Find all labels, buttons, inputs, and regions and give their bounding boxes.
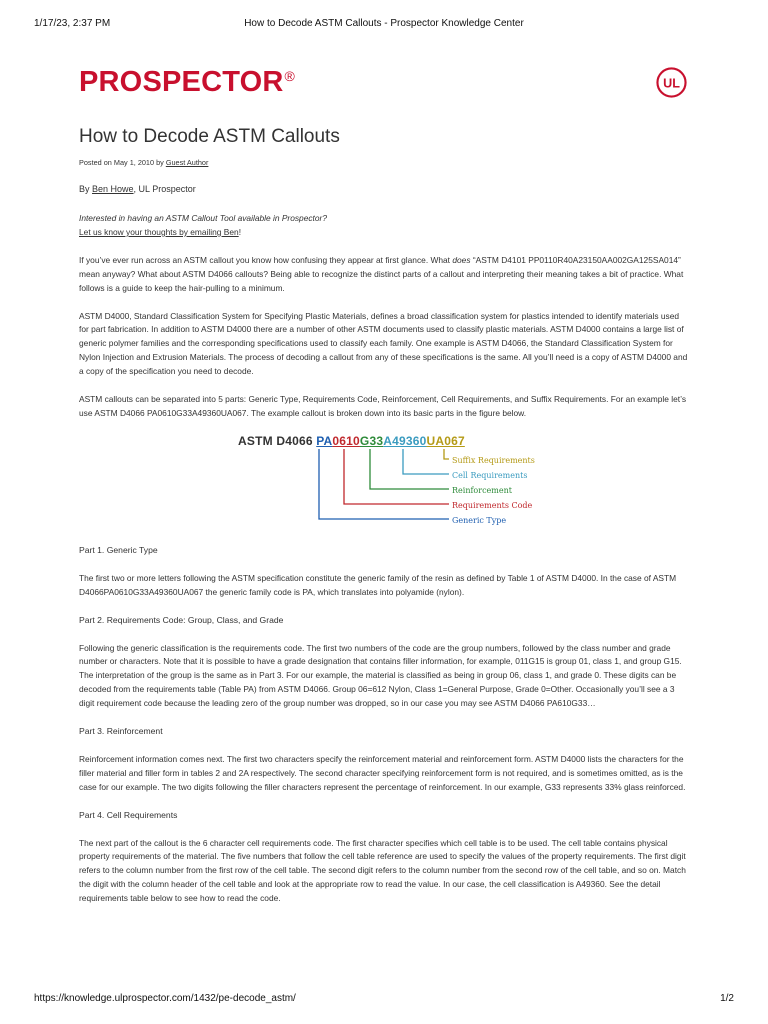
- author-link[interactable]: Ben Howe: [92, 184, 134, 194]
- ul-logo-icon: [656, 67, 687, 98]
- byline-prefix: By: [79, 184, 93, 194]
- callout-tool-invite: [79, 212, 689, 240]
- invite-question: Interested in having an ASTM Callout Tool available in Prospector?: [79, 213, 327, 223]
- callout-breakdown-figure: [236, 435, 536, 530]
- segment-suffix-requirements: UA067: [426, 433, 465, 448]
- label-cell-requirements: Cell Requirements: [452, 470, 528, 480]
- segment-cell-requirements: A49360: [383, 433, 427, 448]
- email-ben-link[interactable]: Let us know your thoughts by emailing Ben: [79, 226, 239, 237]
- callout-parts-paragraph: ASTM callouts can be separated into 5 parts: Generic Type, Requirements Code, Reinforcement, Cell Requirements, and Suffix Requirements. For an example let’s use ASTM D4066 PA0610G33A49360UA067. The example callout is broken down into its basic parts in the figure below.: [79, 394, 687, 418]
- segment-requirements-code: 0610: [332, 433, 360, 448]
- segment-generic-type: PA: [316, 433, 333, 448]
- logo-text: PROSPECTOR: [79, 66, 284, 98]
- article-title: How to Decode ASTM Callouts: [79, 126, 340, 147]
- intro-before: If you’ve ever run across an ASTM callout you know how confusing they appear at first glance. What: [79, 254, 453, 265]
- callout-prefix: ASTM D4066: [238, 433, 317, 448]
- posted-date: Posted on May 1, 2010 by: [79, 158, 166, 167]
- part4-paragraph: The next part of the callout is the 6 character cell requirements code. The first character specifies which cell table is to be used. The cell table contains physical property requirements of the material. The five numbers that follow the cell table reference are used to specify the values of the property requirements. The first digit refers to the column number from the first row of the cell table. The second digit refers to the column number from the second row of the cell table, and so on. Match the digit with the column header of the cell table and look at the appropriate row to read the value. In our case, the cell classification is A49360. See the detail requirements table below to see how to read the code.: [79, 837, 686, 904]
- part1-paragraph: The first two or more letters following the ASTM specification constitute the generic family of the resin as defined by Table 1 of ASTM D4000. In the case of ASTM D4066PA0610G33A49360UA067 the generic family code is PA, which translates into polyamide (nylon).: [79, 572, 677, 597]
- post-meta: [79, 158, 689, 168]
- registered-mark: ®: [284, 68, 296, 84]
- part1-heading: Part 1. Generic Type: [79, 544, 158, 555]
- ul-logo-text: UL: [663, 76, 680, 91]
- prospector-logo[interactable]: [79, 66, 295, 99]
- intro-after: “ASTM D4101 PP0110R40A23150AA002GA125SA014” mean anyway? What about ASTM D4066 callouts? Being able to recognize the distinct parts of a callout and interpreting their meaning takes a bit of practice. What follows is a guide to keep the hair-pulling to a minimum.: [79, 254, 684, 293]
- print-timestamp: 1/17/23, 2:37 PM: [34, 18, 111, 29]
- byline: [79, 182, 689, 196]
- article: [79, 124, 689, 920]
- part4-heading: Part 4. Cell Requirements: [79, 809, 178, 820]
- label-reinforcement: Reinforcement: [452, 485, 512, 495]
- print-url: https://knowledge.ulprospector.com/1432/pe-decode_astm/: [34, 993, 296, 1004]
- part3-heading: Part 3. Reinforcement: [79, 726, 163, 737]
- callout-code: [238, 435, 465, 449]
- byline-suffix: , UL Prospector: [133, 184, 196, 194]
- label-suffix-requirements: Suffix Requirements: [452, 455, 535, 465]
- guest-author-link[interactable]: Guest Author: [165, 158, 209, 167]
- part2-heading: Part 2. Requirements Code: Group, Class, and Grade: [79, 614, 284, 625]
- intro-paragraph: [79, 254, 689, 296]
- print-page-title: How to Decode ASTM Callouts - Prospector Knowledge Center: [244, 18, 524, 29]
- part2-paragraph: Following the generic classification is the requirements code. The first two numbers of the code are the group numbers, followed by the class number and grade number or characters. Note that it is possible to have a grade designation that contains filler information, for example, 011G15 is group 01, class 1, and group G15. The interpretation of the group is the same as in Part 3. For our example, the material is classified as being in group 06, class 1, and grade 0. These digits can be decoded from the requirements table (Table PA) from ASTM D4066. Group 06=612 Nylon, Class 1=General Purpose, Grade 0=Other. Occasionally you’ll see a 3 digit requirement code because the leading zero of the group number was dropped, so in our case you may see ASTM D4066 PA610G33…: [79, 642, 682, 709]
- label-requirements-code: Requirements Code: [452, 500, 533, 510]
- label-generic-type: Generic Type: [452, 515, 507, 525]
- d4000-paragraph: ASTM D4000, Standard Classification System for Specifying Plastic Materials, defines a broad classification system for plastics intended to identify materials used for part fabrication. In addition to ASTM D4000 there are a number of other ASTM documents used to classify plastic materials. ASTM D4000 contains a large list of generic polymer families and the corresponding specifications used to classify each family. One example is ASTM D4066, the Standard Classification System for Nylon Injection and Extrusion Materials. The process of decoding a callout from any of these specifications is the same. All you’ll need is a copy of ASTM D4000 and a copy of the specification you need to decode.: [79, 310, 688, 377]
- segment-reinforcement: G33: [359, 433, 384, 448]
- part3-paragraph: Reinforcement information comes next. The first two characters specify the reinforcement material and reinforcement form. ASTM D4000 lists the characters for the filler material and filler form in tables 2 and 2A respectively. The second character specifying reinforcement form is not required, and is sometimes omitted, as is the case for our example. The two digits following the filler characters represent the percentage of reinforcement. In our example, G33 represents 33% glass reinforced.: [79, 753, 686, 792]
- page-number: 1/2: [720, 993, 734, 1004]
- intro-emphasis: does: [452, 254, 471, 265]
- invite-suffix: !: [238, 226, 242, 237]
